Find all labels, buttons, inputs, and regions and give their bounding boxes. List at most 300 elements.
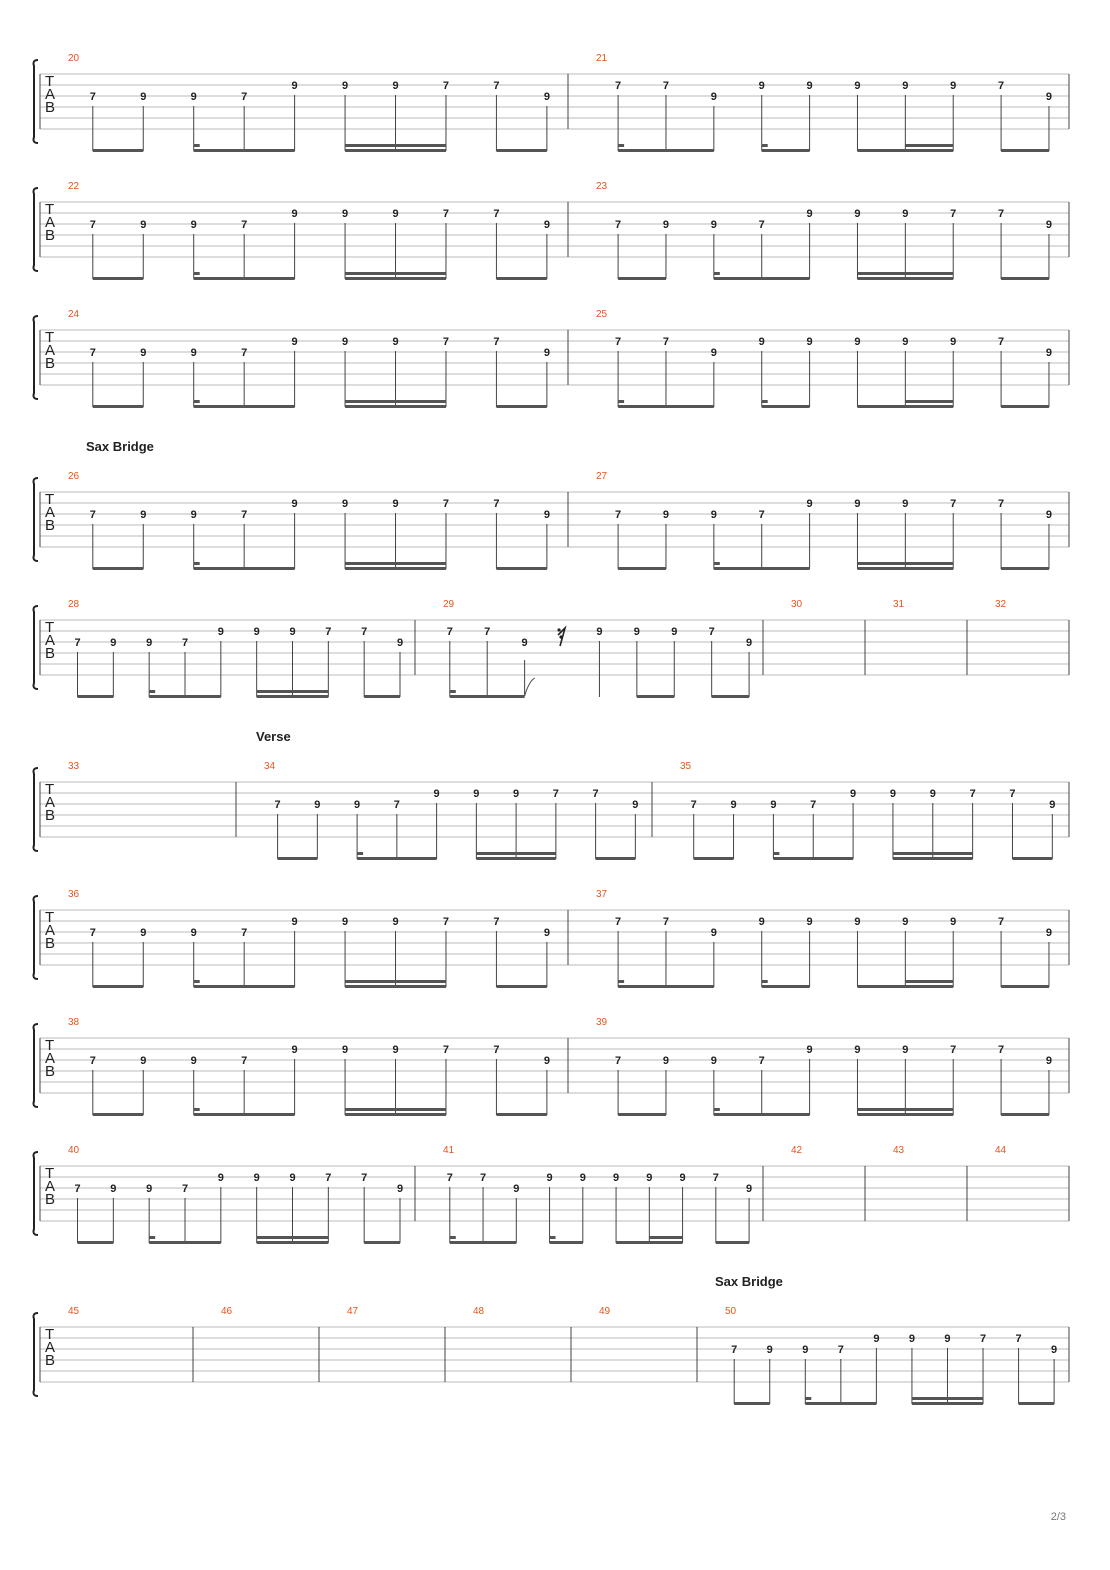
measure-number: 49 xyxy=(599,1306,611,1317)
fret-number: 9 xyxy=(579,1172,586,1184)
beam xyxy=(1001,405,1049,408)
fret-number: 9 xyxy=(902,208,909,220)
fret-number: 9 xyxy=(392,208,399,220)
fret-number: 7 xyxy=(758,509,765,521)
beam xyxy=(78,695,114,698)
beam xyxy=(194,985,295,988)
secondary-beam xyxy=(345,980,446,983)
beam xyxy=(93,567,143,570)
fret-number: 9 xyxy=(908,1333,915,1345)
fret-number: 7 xyxy=(493,208,500,220)
beam xyxy=(194,567,295,570)
measure-number: 38 xyxy=(68,1017,80,1028)
fret-number: 7 xyxy=(998,336,1005,348)
beam xyxy=(618,567,666,570)
flag-stem xyxy=(525,660,535,696)
tab-clef-letter: T xyxy=(45,329,55,346)
fret-number: 7 xyxy=(969,788,976,800)
secondary-beam xyxy=(618,980,624,983)
fret-number: 7 xyxy=(615,1055,622,1067)
fret-number: 9 xyxy=(140,347,147,359)
tab-clef-letter: A xyxy=(45,1339,56,1356)
beam xyxy=(618,277,666,280)
tab-clef-letter: T xyxy=(45,781,55,798)
fret-number: 7 xyxy=(837,1344,844,1356)
secondary-beam xyxy=(345,272,446,275)
fret-number: 9 xyxy=(746,1183,753,1195)
secondary-beam xyxy=(450,1236,456,1239)
fret-number: 9 xyxy=(140,509,147,521)
secondary-beam xyxy=(762,400,768,403)
fret-number: 7 xyxy=(74,1183,81,1195)
fret-number: 7 xyxy=(615,916,622,928)
fret-number: 9 xyxy=(291,498,298,510)
beam xyxy=(345,567,446,570)
fret-number: 7 xyxy=(446,626,453,638)
fret-number: 7 xyxy=(442,208,450,220)
fret-number: 7 xyxy=(442,80,450,92)
fret-number: 9 xyxy=(543,1055,550,1067)
fret-number: 9 xyxy=(1045,347,1053,359)
measure-number: 35 xyxy=(680,761,692,772)
beam xyxy=(257,1241,329,1244)
fret-number: 7 xyxy=(979,1333,987,1345)
fret-number: 7 xyxy=(241,1055,248,1067)
fret-number: 9 xyxy=(392,916,399,928)
measure-number: 46 xyxy=(221,1306,233,1317)
fret-number: 7 xyxy=(442,498,450,510)
fret-number: 7 xyxy=(552,788,559,800)
measure-number: 41 xyxy=(443,1145,455,1156)
measure-number: 36 xyxy=(68,889,80,900)
beam xyxy=(345,985,446,988)
fret-number: 7 xyxy=(241,219,248,231)
fret-number: 9 xyxy=(354,799,361,811)
fret-number: 9 xyxy=(140,219,147,231)
fret-number: 9 xyxy=(253,1172,260,1184)
measure-number: 20 xyxy=(68,53,80,64)
fret-number: 7 xyxy=(89,91,96,103)
beam xyxy=(450,695,525,698)
secondary-beam xyxy=(194,1108,200,1111)
fret-number: 9 xyxy=(546,1172,553,1184)
measure-number: 48 xyxy=(473,1306,485,1317)
fret-number: 9 xyxy=(314,799,321,811)
beam xyxy=(805,1402,876,1405)
fret-number: 7 xyxy=(325,626,332,638)
fret-number: 9 xyxy=(632,799,639,811)
fret-number: 7 xyxy=(493,336,500,348)
fret-number: 7 xyxy=(442,916,450,928)
fret-number: 7 xyxy=(484,626,491,638)
fret-number: 9 xyxy=(758,336,765,348)
beam xyxy=(857,985,953,988)
fret-number: 9 xyxy=(730,799,737,811)
fret-number: 7 xyxy=(393,799,400,811)
tab-clef-letter: A xyxy=(45,504,56,521)
fret-number: 9 xyxy=(110,637,117,649)
beam xyxy=(1001,567,1049,570)
beam xyxy=(345,1113,446,1116)
beam xyxy=(1001,277,1049,280)
fret-number: 7 xyxy=(662,916,670,928)
secondary-beam xyxy=(194,562,200,565)
measure-number: 21 xyxy=(596,53,608,64)
beam xyxy=(496,277,546,280)
fret-number: 7 xyxy=(731,1344,738,1356)
beam xyxy=(357,857,437,860)
fret-number: 9 xyxy=(521,637,528,649)
fret-number: 9 xyxy=(543,509,550,521)
fret-number: 9 xyxy=(929,788,936,800)
fret-number: 9 xyxy=(662,219,670,231)
beam xyxy=(496,567,546,570)
fret-number: 9 xyxy=(854,916,861,928)
tab-clef-letter: T xyxy=(45,1037,55,1054)
fret-number: 9 xyxy=(289,626,296,638)
beam xyxy=(278,857,318,860)
fret-number: 7 xyxy=(241,509,248,521)
fret-number: 9 xyxy=(662,509,670,521)
secondary-beam xyxy=(714,272,720,275)
fret-number: 9 xyxy=(746,637,753,649)
fret-number: 9 xyxy=(543,219,550,231)
fret-number: 7 xyxy=(950,1044,957,1056)
measure-number: 33 xyxy=(68,761,80,772)
rest-dot xyxy=(559,635,562,638)
fret-number: 9 xyxy=(806,1044,813,1056)
fret-number: 7 xyxy=(493,498,500,510)
fret-number: 7 xyxy=(998,80,1005,92)
system-bracket xyxy=(34,188,39,271)
section-label: Verse xyxy=(256,729,291,744)
fret-number: 7 xyxy=(690,799,697,811)
fret-number: 9 xyxy=(342,336,349,348)
fret-number: 9 xyxy=(679,1172,686,1184)
fret-number: 9 xyxy=(902,336,909,348)
fret-number: 9 xyxy=(140,1055,147,1067)
beam xyxy=(712,695,749,698)
beam xyxy=(734,1402,770,1405)
fret-number: 9 xyxy=(806,336,813,348)
fret-number: 7 xyxy=(89,509,96,521)
beam xyxy=(618,149,714,152)
fret-number: 9 xyxy=(392,1044,399,1056)
fret-number: 7 xyxy=(615,336,622,348)
beam xyxy=(345,277,446,280)
fret-number: 7 xyxy=(615,509,622,521)
fret-number: 7 xyxy=(998,498,1005,510)
fret-number: 9 xyxy=(289,1172,296,1184)
beam xyxy=(364,1241,400,1244)
fret-number: 9 xyxy=(806,80,813,92)
secondary-beam xyxy=(714,562,720,565)
fret-number: 9 xyxy=(190,91,197,103)
beam xyxy=(364,695,400,698)
beam xyxy=(618,405,714,408)
secondary-beam xyxy=(194,272,200,275)
secondary-beam xyxy=(345,144,446,147)
fret-number: 7 xyxy=(998,916,1005,928)
fret-number: 9 xyxy=(902,80,909,92)
tab-clef-letter: B xyxy=(45,935,56,952)
measure-number: 31 xyxy=(893,599,905,610)
fret-number: 7 xyxy=(662,80,670,92)
secondary-beam xyxy=(905,144,953,147)
secondary-beam xyxy=(714,1108,720,1111)
section-label: Sax Bridge xyxy=(86,439,154,454)
secondary-beam xyxy=(857,562,953,565)
tab-clef-letter: T xyxy=(45,1326,55,1343)
fret-number: 9 xyxy=(513,1183,520,1195)
measure-number: 27 xyxy=(596,471,608,482)
beam xyxy=(857,405,953,408)
fret-number: 9 xyxy=(950,80,957,92)
fret-number: 9 xyxy=(291,336,298,348)
fret-number: 9 xyxy=(662,1055,670,1067)
measure-number: 45 xyxy=(68,1306,80,1317)
tab-clef-letter: A xyxy=(45,632,56,649)
fret-number: 7 xyxy=(361,1172,368,1184)
fret-number: 7 xyxy=(89,219,96,231)
fret-number: 7 xyxy=(708,626,715,638)
beam xyxy=(716,1241,749,1244)
fret-number: 7 xyxy=(442,1044,450,1056)
measure-number: 47 xyxy=(347,1306,359,1317)
beam xyxy=(550,1241,583,1244)
measure-number: 32 xyxy=(995,599,1007,610)
tab-clef-letter: A xyxy=(45,342,56,359)
beam xyxy=(714,567,810,570)
fret-number: 9 xyxy=(850,788,857,800)
beam xyxy=(893,857,973,860)
fret-number: 9 xyxy=(217,626,224,638)
measure-number: 28 xyxy=(68,599,80,610)
system-bracket xyxy=(34,1152,39,1235)
fret-number: 9 xyxy=(802,1344,809,1356)
system-bracket xyxy=(34,896,39,979)
fret-number: 9 xyxy=(889,788,896,800)
fret-number: 9 xyxy=(396,637,404,649)
beam xyxy=(857,277,953,280)
fret-number: 7 xyxy=(274,799,281,811)
fret-number: 9 xyxy=(342,916,349,928)
fret-number: 9 xyxy=(854,208,861,220)
fret-number: 9 xyxy=(902,498,909,510)
beam xyxy=(93,1113,143,1116)
fret-number: 9 xyxy=(392,80,399,92)
beam xyxy=(714,277,810,280)
beam xyxy=(93,985,143,988)
fret-number: 7 xyxy=(74,637,81,649)
measure-number: 30 xyxy=(791,599,803,610)
tab-clef-letter: B xyxy=(45,355,56,372)
beam xyxy=(1001,1113,1049,1116)
beam xyxy=(194,1113,295,1116)
fret-number: 9 xyxy=(543,927,550,939)
measure-number: 34 xyxy=(264,761,276,772)
system-bracket xyxy=(34,606,39,689)
fret-number: 9 xyxy=(646,1172,653,1184)
fret-number: 7 xyxy=(998,1044,1005,1056)
fret-number: 9 xyxy=(190,509,197,521)
beam xyxy=(345,149,446,152)
fret-number: 9 xyxy=(342,498,349,510)
fret-number: 9 xyxy=(1049,799,1056,811)
fret-number: 9 xyxy=(146,1183,153,1195)
tab-clef-letter: T xyxy=(45,909,55,926)
secondary-beam xyxy=(149,690,155,693)
beam xyxy=(257,695,329,698)
fret-number: 9 xyxy=(1051,1344,1058,1356)
system-bracket xyxy=(34,316,39,399)
fret-number: 7 xyxy=(615,80,622,92)
measure-number: 39 xyxy=(596,1017,608,1028)
fret-number: 7 xyxy=(662,336,670,348)
secondary-beam xyxy=(905,400,953,403)
measure-number: 43 xyxy=(893,1145,905,1156)
fret-number: 9 xyxy=(342,208,349,220)
tab-clef-letter: B xyxy=(45,227,56,244)
tab-clef-letter: B xyxy=(45,645,56,662)
fret-number: 9 xyxy=(543,347,550,359)
beam xyxy=(194,405,295,408)
beam xyxy=(694,857,734,860)
fret-number: 7 xyxy=(241,91,248,103)
secondary-beam xyxy=(773,852,779,855)
secondary-beam xyxy=(257,690,329,693)
fret-number: 9 xyxy=(140,927,147,939)
measure-number: 37 xyxy=(596,889,608,900)
beam xyxy=(762,405,810,408)
fret-number: 7 xyxy=(89,1055,96,1067)
fret-number: 9 xyxy=(950,336,957,348)
system-bracket xyxy=(34,768,39,851)
fret-number: 9 xyxy=(633,626,640,638)
beam xyxy=(78,1241,114,1244)
secondary-beam xyxy=(857,1108,953,1111)
beam xyxy=(762,985,810,988)
fret-number: 7 xyxy=(615,219,622,231)
fret-number: 7 xyxy=(1009,788,1016,800)
beam xyxy=(93,149,143,152)
fret-number: 9 xyxy=(710,219,717,231)
system-bracket xyxy=(34,1024,39,1107)
fret-number: 9 xyxy=(671,626,678,638)
fret-number: 9 xyxy=(710,1055,717,1067)
measure-number: 24 xyxy=(68,309,80,320)
fret-number: 9 xyxy=(190,1055,197,1067)
secondary-beam xyxy=(476,852,556,855)
secondary-beam xyxy=(194,144,200,147)
fret-number: 9 xyxy=(1045,219,1053,231)
fret-number: 9 xyxy=(854,498,861,510)
fret-number: 9 xyxy=(342,80,349,92)
beam xyxy=(345,405,446,408)
fret-number: 9 xyxy=(758,916,765,928)
secondary-beam xyxy=(257,1236,329,1239)
fret-number: 9 xyxy=(392,498,399,510)
beam xyxy=(637,695,674,698)
beam xyxy=(616,1241,683,1244)
secondary-beam xyxy=(905,980,953,983)
fret-number: 9 xyxy=(291,916,298,928)
secondary-beam xyxy=(550,1236,556,1239)
fret-number: 7 xyxy=(810,799,817,811)
measure-number: 22 xyxy=(68,181,80,192)
fret-number: 9 xyxy=(291,80,298,92)
beam xyxy=(496,149,546,152)
system-bracket xyxy=(34,478,39,561)
measure-number: 23 xyxy=(596,181,608,192)
beam xyxy=(496,1113,546,1116)
fret-number: 7 xyxy=(592,788,599,800)
fret-number: 7 xyxy=(493,916,500,928)
tab-clef-letter: A xyxy=(45,214,56,231)
beam xyxy=(93,405,143,408)
system-bracket xyxy=(34,60,39,143)
fret-number: 7 xyxy=(479,1172,487,1184)
rest-dot xyxy=(557,628,560,631)
fret-number: 9 xyxy=(854,336,861,348)
fret-number: 7 xyxy=(181,1183,189,1195)
tab-clef-letter: T xyxy=(45,201,55,218)
fret-number: 9 xyxy=(433,788,440,800)
beam xyxy=(762,149,810,152)
fret-number: 7 xyxy=(950,498,957,510)
fret-number: 9 xyxy=(710,509,717,521)
fret-number: 9 xyxy=(710,91,717,103)
page-number: 2/3 xyxy=(1050,1511,1066,1523)
fret-number: 7 xyxy=(950,208,957,220)
beam xyxy=(496,985,546,988)
fret-number: 9 xyxy=(758,80,765,92)
fret-number: 9 xyxy=(766,1344,773,1356)
fret-number: 9 xyxy=(1045,1055,1053,1067)
fret-number: 9 xyxy=(1045,509,1053,521)
fret-number: 7 xyxy=(181,637,189,649)
fret-number: 7 xyxy=(1015,1333,1022,1345)
fret-number: 7 xyxy=(493,80,500,92)
secondary-beam xyxy=(357,852,363,855)
fret-number: 9 xyxy=(710,927,717,939)
fret-number: 9 xyxy=(146,637,153,649)
fret-number: 9 xyxy=(710,347,717,359)
fret-number: 7 xyxy=(712,1172,719,1184)
beam xyxy=(857,1113,953,1116)
measure-number: 42 xyxy=(791,1145,803,1156)
fret-number: 9 xyxy=(806,916,813,928)
tab-clef-letter: B xyxy=(45,517,56,534)
secondary-beam xyxy=(893,852,973,855)
fret-number: 9 xyxy=(806,498,813,510)
secondary-beam xyxy=(912,1397,983,1400)
system-bracket xyxy=(34,1313,39,1396)
fret-number: 7 xyxy=(361,626,368,638)
fret-number: 9 xyxy=(190,347,197,359)
fret-number: 9 xyxy=(217,1172,224,1184)
secondary-beam xyxy=(450,690,456,693)
tab-clef-letter: A xyxy=(45,1178,56,1195)
fret-number: 7 xyxy=(493,1044,500,1056)
secondary-beam xyxy=(857,272,953,275)
beam xyxy=(714,1113,810,1116)
secondary-beam xyxy=(618,400,624,403)
fret-number: 9 xyxy=(854,1044,861,1056)
beam xyxy=(476,857,556,860)
fret-number: 9 xyxy=(140,91,147,103)
secondary-beam xyxy=(762,980,768,983)
